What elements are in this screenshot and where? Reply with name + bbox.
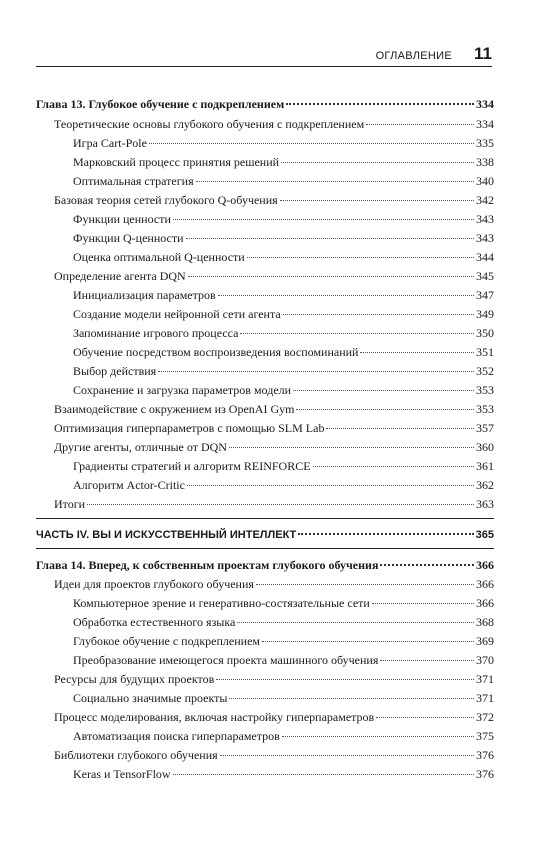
toc-entry-page: 350 <box>476 326 494 340</box>
dot-leader <box>256 583 474 585</box>
toc-entry <box>73 728 494 745</box>
dot-leader <box>218 294 474 296</box>
dot-leader <box>240 332 474 334</box>
dot-leader <box>186 237 474 239</box>
dot-leader <box>298 532 473 535</box>
toc-entry-label: Игра Cart-Pole <box>73 136 147 150</box>
toc-entry <box>36 96 494 113</box>
toc-entry-page: 351 <box>476 345 494 359</box>
toc-entry-label: Функции Q-ценности <box>73 231 184 245</box>
toc-entry <box>73 633 494 650</box>
dot-leader <box>220 754 474 756</box>
dot-leader <box>87 503 474 505</box>
dot-leader <box>188 275 474 277</box>
toc-entry <box>73 363 494 380</box>
dot-leader <box>247 256 474 258</box>
dot-leader <box>380 659 474 661</box>
toc-entry-page: 376 <box>476 767 494 781</box>
toc-entry <box>73 652 494 669</box>
toc-entry-label: Марковский процесс принятия решений <box>73 155 280 169</box>
section-divider <box>36 518 494 519</box>
toc-entry-page: 371 <box>476 691 494 705</box>
toc-row <box>0 439 540 456</box>
toc-entry-page: 370 <box>476 653 494 667</box>
toc-entry-label: Определение агента DQN <box>54 269 186 283</box>
toc-entry-page: 334 <box>476 97 494 111</box>
dot-leader <box>380 563 474 566</box>
toc-entry <box>36 557 494 574</box>
toc-entry <box>73 766 494 783</box>
toc-entry-page: 368 <box>476 615 494 629</box>
dot-leader <box>187 484 474 486</box>
toc-entry-label: Keras и TensorFlow <box>73 767 171 781</box>
toc-entry-page: 345 <box>476 269 494 283</box>
toc-entry <box>73 154 494 171</box>
toc-entry <box>54 671 494 688</box>
toc-entry-label: Выбор действия <box>73 364 157 378</box>
dot-leader <box>280 199 474 201</box>
toc-row <box>0 173 540 190</box>
toc-row <box>0 458 540 475</box>
toc-entry-page: 338 <box>476 155 494 169</box>
toc-entry-label: Глава 13. Глубокое обучение с подкреплением <box>36 97 285 111</box>
dot-leader <box>366 123 474 125</box>
dot-leader <box>293 389 474 391</box>
toc-entry-label: Другие агенты, отличные от DQN <box>54 440 227 454</box>
toc-entry-page: 371 <box>476 672 494 686</box>
toc-entry <box>73 306 494 323</box>
dot-leader <box>326 427 474 429</box>
dot-leader <box>173 773 474 775</box>
dot-leader <box>372 602 474 604</box>
toc-entry <box>54 747 494 764</box>
toc-entry <box>73 211 494 228</box>
toc-row <box>0 728 540 745</box>
toc-entry-label: Глубокое обучение с подкреплением <box>73 634 261 648</box>
dot-leader <box>286 102 474 105</box>
toc-entry-page: 343 <box>476 212 494 226</box>
toc-row <box>0 614 540 631</box>
toc-entry <box>54 192 494 209</box>
toc-row <box>0 249 540 266</box>
header-page-number: 11 <box>474 44 492 63</box>
toc-entry <box>73 344 494 361</box>
dot-leader <box>281 161 474 163</box>
toc-row <box>0 671 540 688</box>
toc-entry-label: Создание модели нейронной сети агента <box>73 307 281 321</box>
toc-entry-page: 369 <box>476 634 494 648</box>
toc-entry <box>73 614 494 631</box>
toc-entry-page: 366 <box>476 596 494 610</box>
toc-entry <box>54 401 494 418</box>
toc-entry-page: 340 <box>476 174 494 188</box>
toc-entry-page: 363 <box>476 497 494 511</box>
dot-leader <box>262 640 474 642</box>
toc-entry-label: Идеи для проектов глубокого обучения <box>54 577 254 591</box>
toc-row <box>0 363 540 380</box>
toc-entry-page: 376 <box>476 748 494 762</box>
toc-entry-label: Оптимальная стратегия <box>73 174 194 188</box>
section-divider <box>36 548 494 549</box>
toc-entry <box>73 249 494 266</box>
toc-entry-page: 375 <box>476 729 494 743</box>
dot-leader <box>149 142 474 144</box>
toc-entry <box>73 477 494 494</box>
toc-entry-label: Инициализация параметров <box>73 288 216 302</box>
toc-row <box>0 527 540 544</box>
toc-entry-page: 334 <box>476 117 494 131</box>
toc-entry-label: Базовая теория сетей глубокого Q-обучения <box>54 193 278 207</box>
toc-entry <box>73 458 494 475</box>
toc-entry-page: 344 <box>476 250 494 264</box>
toc-row <box>0 401 540 418</box>
toc-entry <box>54 420 494 437</box>
toc-row <box>0 268 540 285</box>
toc-entry-label: Алгоритм Actor-Critic <box>73 478 185 492</box>
dot-leader <box>237 621 474 623</box>
toc-row <box>0 766 540 783</box>
toc-row <box>0 557 540 574</box>
running-header <box>36 44 492 67</box>
toc-entry <box>73 325 494 342</box>
toc-entry-page: 360 <box>476 440 494 454</box>
toc-row <box>0 116 540 133</box>
toc-row <box>0 230 540 247</box>
toc-entry-page: 366 <box>476 577 494 591</box>
toc-entry-label: Запоминание игрового процесса <box>73 326 239 340</box>
toc-entry-page: 366 <box>476 558 494 572</box>
toc-entry <box>54 116 494 133</box>
toc-entry-page: 361 <box>476 459 494 473</box>
header-title: ОГЛАВЛЕНИЕ <box>375 50 452 62</box>
toc-entry-label: Компьютерное зрение и генеративно-состязательные сети <box>73 596 370 610</box>
toc-entry <box>73 173 494 190</box>
toc-entry-label: Взаимодействие с окружением из OpenAI Gym <box>54 402 295 416</box>
toc-entry-page: 342 <box>476 193 494 207</box>
toc-entry-page: 343 <box>476 231 494 245</box>
toc-row <box>0 135 540 152</box>
toc-entry-label: ЧАСТЬ IV. ВЫ И ИСКУССТВЕННЫЙ ИНТЕЛЛЕКТ <box>36 529 297 541</box>
toc-entry <box>54 496 494 513</box>
toc-entry-label: Оценка оптимальной Q-ценности <box>73 250 245 264</box>
toc-entry <box>36 527 494 544</box>
toc-entry <box>54 576 494 593</box>
toc-row <box>0 96 540 113</box>
dot-leader <box>158 370 474 372</box>
toc-row <box>0 652 540 669</box>
toc-entry <box>54 439 494 456</box>
dot-leader <box>229 446 474 448</box>
toc-entry-page: 353 <box>476 402 494 416</box>
toc-entry-page: 349 <box>476 307 494 321</box>
toc-row <box>0 154 540 171</box>
toc-row <box>0 306 540 323</box>
toc-row <box>0 496 540 513</box>
toc-entry-label: Оптимизация гиперпараметров с помощью SLM Lab <box>54 421 325 435</box>
toc-entry <box>73 595 494 612</box>
toc-entry-label: Градиенты стратегий и алгоритм REINFORCE <box>73 459 311 473</box>
toc-entry-label: Библиотеки глубокого обучения <box>54 748 218 762</box>
toc-entry-label: Сохранение и загрузка параметров модели <box>73 383 292 397</box>
toc-entry <box>73 230 494 247</box>
toc-entry-label: Обучение посредством воспроизведения воспоминаний <box>73 345 359 359</box>
toc-row <box>0 344 540 361</box>
toc-entry-label: Глава 14. Вперед, к собственным проектам глубокого обучения <box>36 558 379 572</box>
toc-row <box>0 420 540 437</box>
toc-row <box>0 576 540 593</box>
dot-leader <box>196 180 474 182</box>
toc-entry-label: Социально значимые проекты <box>73 691 228 705</box>
toc-entry <box>73 135 494 152</box>
toc-entry-page: 353 <box>476 383 494 397</box>
toc-row <box>0 325 540 342</box>
toc-entry-label: Итоги <box>54 497 86 511</box>
toc-entry-page: 372 <box>476 710 494 724</box>
toc-entry-label: Функции ценности <box>73 212 171 226</box>
toc-row <box>0 633 540 650</box>
toc-row <box>0 690 540 707</box>
toc-entry-page: 335 <box>476 136 494 150</box>
toc-entry <box>73 287 494 304</box>
toc-row <box>0 382 540 399</box>
toc-row <box>0 747 540 764</box>
toc-entry-label: Процесс моделирования, включая настройку гиперпараметров <box>54 710 375 724</box>
toc-entry-label: Обработка естественного языка <box>73 615 236 629</box>
dot-leader <box>282 735 474 737</box>
toc-entry <box>73 690 494 707</box>
toc-row <box>0 477 540 494</box>
dot-leader <box>283 313 474 315</box>
toc-entry-label: Ресурсы для будущих проектов <box>54 672 215 686</box>
dot-leader <box>360 351 474 353</box>
dot-leader <box>296 408 474 410</box>
toc-row <box>0 287 540 304</box>
toc-entry <box>54 268 494 285</box>
dot-leader <box>313 465 474 467</box>
toc-entry <box>54 709 494 726</box>
toc-entry-page: 357 <box>476 421 494 435</box>
dot-leader <box>376 716 474 718</box>
toc-entry-label: Автоматизация поиска гиперпараметров <box>73 729 280 743</box>
dot-leader <box>173 218 474 220</box>
toc-entry <box>73 382 494 399</box>
toc-entry-page: 352 <box>476 364 494 378</box>
toc-row <box>0 709 540 726</box>
toc-row <box>0 192 540 209</box>
toc-entry-page: 347 <box>476 288 494 302</box>
toc-entry-label: Преобразование имеющегося проекта машинного обучения <box>73 653 379 667</box>
toc-row <box>0 595 540 612</box>
toc-entry-page: 362 <box>476 478 494 492</box>
dot-leader <box>229 697 474 699</box>
toc-entry-label: Теоретические основы глубокого обучения с подкреплением <box>54 117 365 131</box>
toc-row <box>0 211 540 228</box>
dot-leader <box>216 678 474 680</box>
toc-entry-page: 365 <box>475 529 494 541</box>
